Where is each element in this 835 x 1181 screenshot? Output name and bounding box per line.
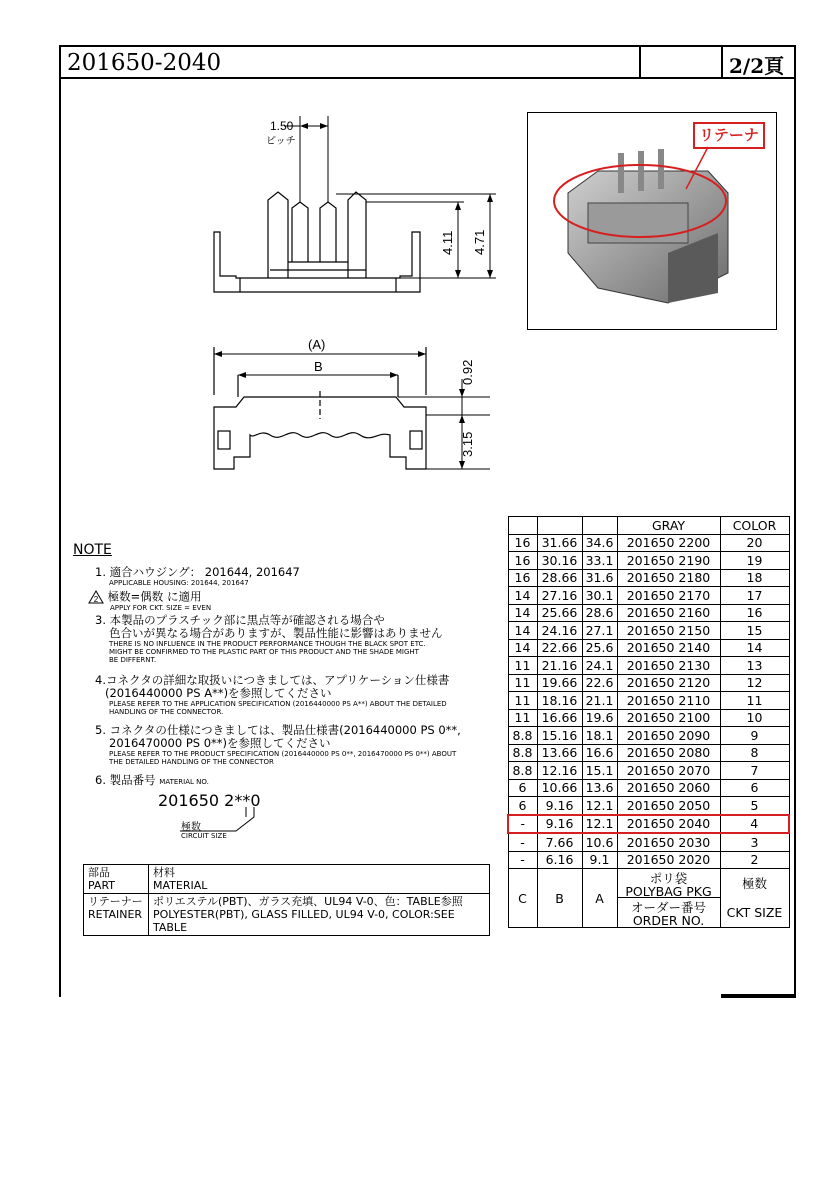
table-row <box>508 762 789 780</box>
pitch-label: ピッチ <box>266 136 296 147</box>
table-cell: 201650 2170 <box>617 587 720 605</box>
table-cell: 13 <box>720 657 789 675</box>
table-cell: ポリエステル(PBT)、ガラス充填、UL94 V-0、色：TABLE参照 POLYESTER(PBT), GLASS FILLED, UL94 V-0, COLOR:SEE TABLE <box>149 894 490 936</box>
table-cell: 201650 2120 <box>617 674 720 692</box>
table-cell: 19 <box>720 552 789 570</box>
table-cell: 201650 2130 <box>617 657 720 675</box>
note-5 <box>95 724 461 766</box>
part-number-format: 201650 2**0 <box>158 791 261 810</box>
note-3-en: MIGHT BE CONFIRMED TO THE PLASTIC PART OF THIS PRODUCT AND THE SHADE MIGHT <box>109 648 419 656</box>
height-dimension: 3.15 <box>460 431 475 457</box>
table-cell: 201650 2070 <box>617 762 720 780</box>
table-cell: 4 <box>720 815 789 834</box>
table-cell: 8.8 <box>508 762 537 780</box>
table-cell: 18 <box>720 569 789 587</box>
note-2-en: APPLY FOR CKT. SIZE = EVEN <box>110 604 212 612</box>
column-header-gray: GRAY <box>617 517 720 535</box>
dimension-a: (A) <box>308 337 326 352</box>
table-cell: 33.1 <box>582 552 617 570</box>
side-view-drawing <box>200 110 510 310</box>
note-4-jp: 4.コネクタの詳細な取扱いにつきましては、アプリケーション仕様書 <box>95 673 450 687</box>
table-cell: 部品 PART <box>84 865 149 894</box>
note-3-en: BE DIFFERNT. <box>109 656 157 664</box>
table-cell: - <box>508 815 537 834</box>
note-title: NOTE <box>73 542 112 558</box>
table-row <box>508 727 789 745</box>
table-cell: 24.1 <box>582 657 617 675</box>
table-cell: 34.6 <box>582 534 617 552</box>
note-6 <box>95 774 209 789</box>
table-cell: リテーナー RETAINER <box>84 894 149 936</box>
table-cell: 11 <box>508 674 537 692</box>
table-cell: 2 <box>720 851 789 869</box>
table-cell: 5 <box>720 797 789 815</box>
table-row <box>508 744 789 762</box>
front-view-drawing <box>200 335 500 485</box>
table-cell: 16.66 <box>537 709 582 727</box>
table-cell: 201650 2160 <box>617 604 720 622</box>
table-cell: 201650 2180 <box>617 569 720 587</box>
dimension-b: B <box>314 359 323 374</box>
note-4-en: PLEASE REFER TO THE APPLICATION SPECIFICATION (2016440000 PS A**) ABOUT THE DETAILED <box>109 700 447 708</box>
table-cell: 201650 2080 <box>617 744 720 762</box>
table-cell: 201650 2190 <box>617 552 720 570</box>
table-row <box>508 709 789 727</box>
table-cell: 13.6 <box>582 779 617 797</box>
order-table <box>507 516 790 928</box>
note-3 <box>95 614 443 664</box>
table-cell: 11 <box>508 657 537 675</box>
table-cell: 9.16 <box>537 815 582 834</box>
table-cell: 6 <box>508 779 537 797</box>
note-6-en: MATERIAL NO. <box>159 778 209 786</box>
table-cell: 16 <box>508 552 537 570</box>
table-cell: 10.66 <box>537 779 582 797</box>
material-table <box>83 864 490 936</box>
table-cell: 201650 2030 <box>617 833 720 851</box>
part-number-title: 201650-2040 <box>67 50 222 76</box>
table-cell: 201650 2050 <box>617 797 720 815</box>
table-cell: 21.16 <box>537 657 582 675</box>
note-2-jp: 極数=偶数 に適用 <box>107 589 202 604</box>
note-3-jp: 3. 本製品のプラスチック部に黒点等が確認される場合や <box>95 613 385 627</box>
note-1 <box>95 566 300 587</box>
note-5-jp: 2016470000 PS 0**)を参照してください <box>109 736 331 750</box>
column-label-b: B <box>537 869 582 928</box>
note-5-en: PLEASE REFER TO THE PRODUCT SPECIFICATION (2016440000 PS 0**, 2016470000 PS 0**) ABOUT <box>109 750 457 758</box>
table-row <box>84 894 490 936</box>
table-cell: 21.1 <box>582 692 617 710</box>
table-cell: 12.1 <box>582 815 617 834</box>
table-cell: 30.16 <box>537 552 582 570</box>
table-footer-row <box>508 869 789 928</box>
table-cell: 201650 2200 <box>617 534 720 552</box>
table-row <box>508 639 789 657</box>
note-2-mark: 2 <box>93 595 99 604</box>
pitch-dimension: 1.50 <box>270 119 294 133</box>
table-cell: 14 <box>720 639 789 657</box>
table-cell: 25.6 <box>582 639 617 657</box>
column-label-order: ポリ袋 POLYBAG PKG オーダー番号 ORDER NO. <box>617 869 720 928</box>
table-cell: 12 <box>720 674 789 692</box>
table-cell: 27.16 <box>537 587 582 605</box>
table-cell: 9.1 <box>582 851 617 869</box>
table-cell: 201650 2040 <box>617 815 720 834</box>
table-cell: 19.6 <box>582 709 617 727</box>
table-cell: 201650 2090 <box>617 727 720 745</box>
table-cell: 12.16 <box>537 762 582 780</box>
table-cell: - <box>508 851 537 869</box>
table-row <box>508 833 789 851</box>
table-cell <box>582 517 617 535</box>
table-row <box>508 779 789 797</box>
table-cell: 20 <box>720 534 789 552</box>
note-4-jp: (2016440000 PS A**)を参照してください <box>105 686 332 700</box>
table-cell <box>508 517 537 535</box>
note-4-en: HANDLING OF THE CONNECTOR. <box>109 708 224 716</box>
circuit-size-label-en: CIRCUIT SIZE <box>181 832 227 840</box>
table-cell: 22.6 <box>582 674 617 692</box>
table-cell: 16.6 <box>582 744 617 762</box>
note-3-jp: 色合いが異なる場合がありますが、製品性能に影響はありません <box>109 626 443 640</box>
table-cell: 28.66 <box>537 569 582 587</box>
table-cell: 7.66 <box>537 833 582 851</box>
table-cell: 9 <box>720 727 789 745</box>
table-cell: - <box>508 833 537 851</box>
table-cell: 201650 2150 <box>617 622 720 640</box>
table-cell: 201650 2110 <box>617 692 720 710</box>
table-cell: 10 <box>720 709 789 727</box>
table-cell: 14 <box>508 622 537 640</box>
table-cell: 11 <box>720 692 789 710</box>
table-row <box>508 569 789 587</box>
table-row <box>508 604 789 622</box>
table-cell <box>537 517 582 535</box>
table-row <box>508 797 789 815</box>
column-label-a: A <box>582 869 617 928</box>
table-cell: 31.6 <box>582 569 617 587</box>
table-cell: 25.66 <box>537 604 582 622</box>
table-cell: 201650 2100 <box>617 709 720 727</box>
column-header-color: COLOR <box>720 517 789 535</box>
table-cell: 8 <box>720 744 789 762</box>
table-cell: 10.6 <box>582 833 617 851</box>
table-cell: 16 <box>720 604 789 622</box>
table-cell: 7 <box>720 762 789 780</box>
table-cell: 11 <box>508 692 537 710</box>
column-label-c: C <box>508 869 537 928</box>
column-label-ckt: 極数 CKT SIZE <box>720 869 789 928</box>
table-cell: 8.8 <box>508 727 537 745</box>
page-number: 2/2頁 <box>729 54 785 78</box>
table-row <box>84 865 490 894</box>
product-photo <box>527 112 777 330</box>
table-cell: 6.16 <box>537 851 582 869</box>
table-cell: 6 <box>508 797 537 815</box>
table-cell: 9.16 <box>537 797 582 815</box>
circuit-size-label: 極数 <box>181 822 201 833</box>
table-cell: 201650 2060 <box>617 779 720 797</box>
title-block <box>61 47 794 79</box>
table-cell: 14 <box>508 604 537 622</box>
note-4 <box>95 674 449 716</box>
table-cell: 3 <box>720 833 789 851</box>
table-cell: 15 <box>720 622 789 640</box>
note-1-en: APPLICABLE HOUSING: 201644, 201647 <box>109 579 249 587</box>
table-cell: 13.66 <box>537 744 582 762</box>
table-cell: 15.16 <box>537 727 582 745</box>
table-header-row <box>508 517 789 535</box>
table-cell: 18.16 <box>537 692 582 710</box>
table-cell: 19.66 <box>537 674 582 692</box>
table-cell: 12.1 <box>582 797 617 815</box>
table-cell: 16 <box>508 569 537 587</box>
table-cell: 201650 2140 <box>617 639 720 657</box>
table-row-highlighted <box>508 815 789 834</box>
frame-corner-mark <box>721 994 796 998</box>
height-dimension: 0.92 <box>460 359 475 385</box>
note-5-en: THE DETAILED HANDLING OF THE CONNECTOR <box>109 758 274 766</box>
retainer-callout: リテーナ <box>693 122 765 149</box>
table-row <box>508 622 789 640</box>
height-dimension: 4.11 <box>440 230 455 255</box>
note-5-jp: 5. コネクタの仕様につきましては、製品仕様書(2016440000 PS 0**, <box>95 723 461 737</box>
table-cell: 201650 2020 <box>617 851 720 869</box>
table-cell: 8.8 <box>508 744 537 762</box>
height-dimension: 4.71 <box>472 229 487 255</box>
table-cell: 14 <box>508 587 537 605</box>
table-cell: 16 <box>508 534 537 552</box>
table-cell: 11 <box>508 709 537 727</box>
note-2 <box>88 590 211 612</box>
table-cell: 31.66 <box>537 534 582 552</box>
table-row <box>508 587 789 605</box>
table-row <box>508 534 789 552</box>
table-cell: 材料 MATERIAL <box>149 865 490 894</box>
note-3-en: THERE IS NO INFLUENCE IN THE PRODUCT PERFORMANCE THOUGH THE BLACK SPOT ETC. <box>109 640 426 648</box>
table-row <box>508 674 789 692</box>
triangle-icon <box>88 590 104 604</box>
table-cell: 24.16 <box>537 622 582 640</box>
table-row <box>508 851 789 869</box>
table-cell: 17 <box>720 587 789 605</box>
table-cell: 22.66 <box>537 639 582 657</box>
table-cell: 18.1 <box>582 727 617 745</box>
table-row <box>508 692 789 710</box>
title-divider <box>639 47 641 77</box>
table-cell: 30.1 <box>582 587 617 605</box>
table-cell: 6 <box>720 779 789 797</box>
table-cell: 27.1 <box>582 622 617 640</box>
note-6-jp: 6. 製品番号 <box>95 773 156 787</box>
title-divider <box>721 47 723 77</box>
table-row <box>508 552 789 570</box>
table-cell: 14 <box>508 639 537 657</box>
note-1-jp: 1. 適合ハウジング： 201644, 201647 <box>95 565 300 579</box>
table-cell: 15.1 <box>582 762 617 780</box>
table-row <box>508 657 789 675</box>
table-cell: 28.6 <box>582 604 617 622</box>
